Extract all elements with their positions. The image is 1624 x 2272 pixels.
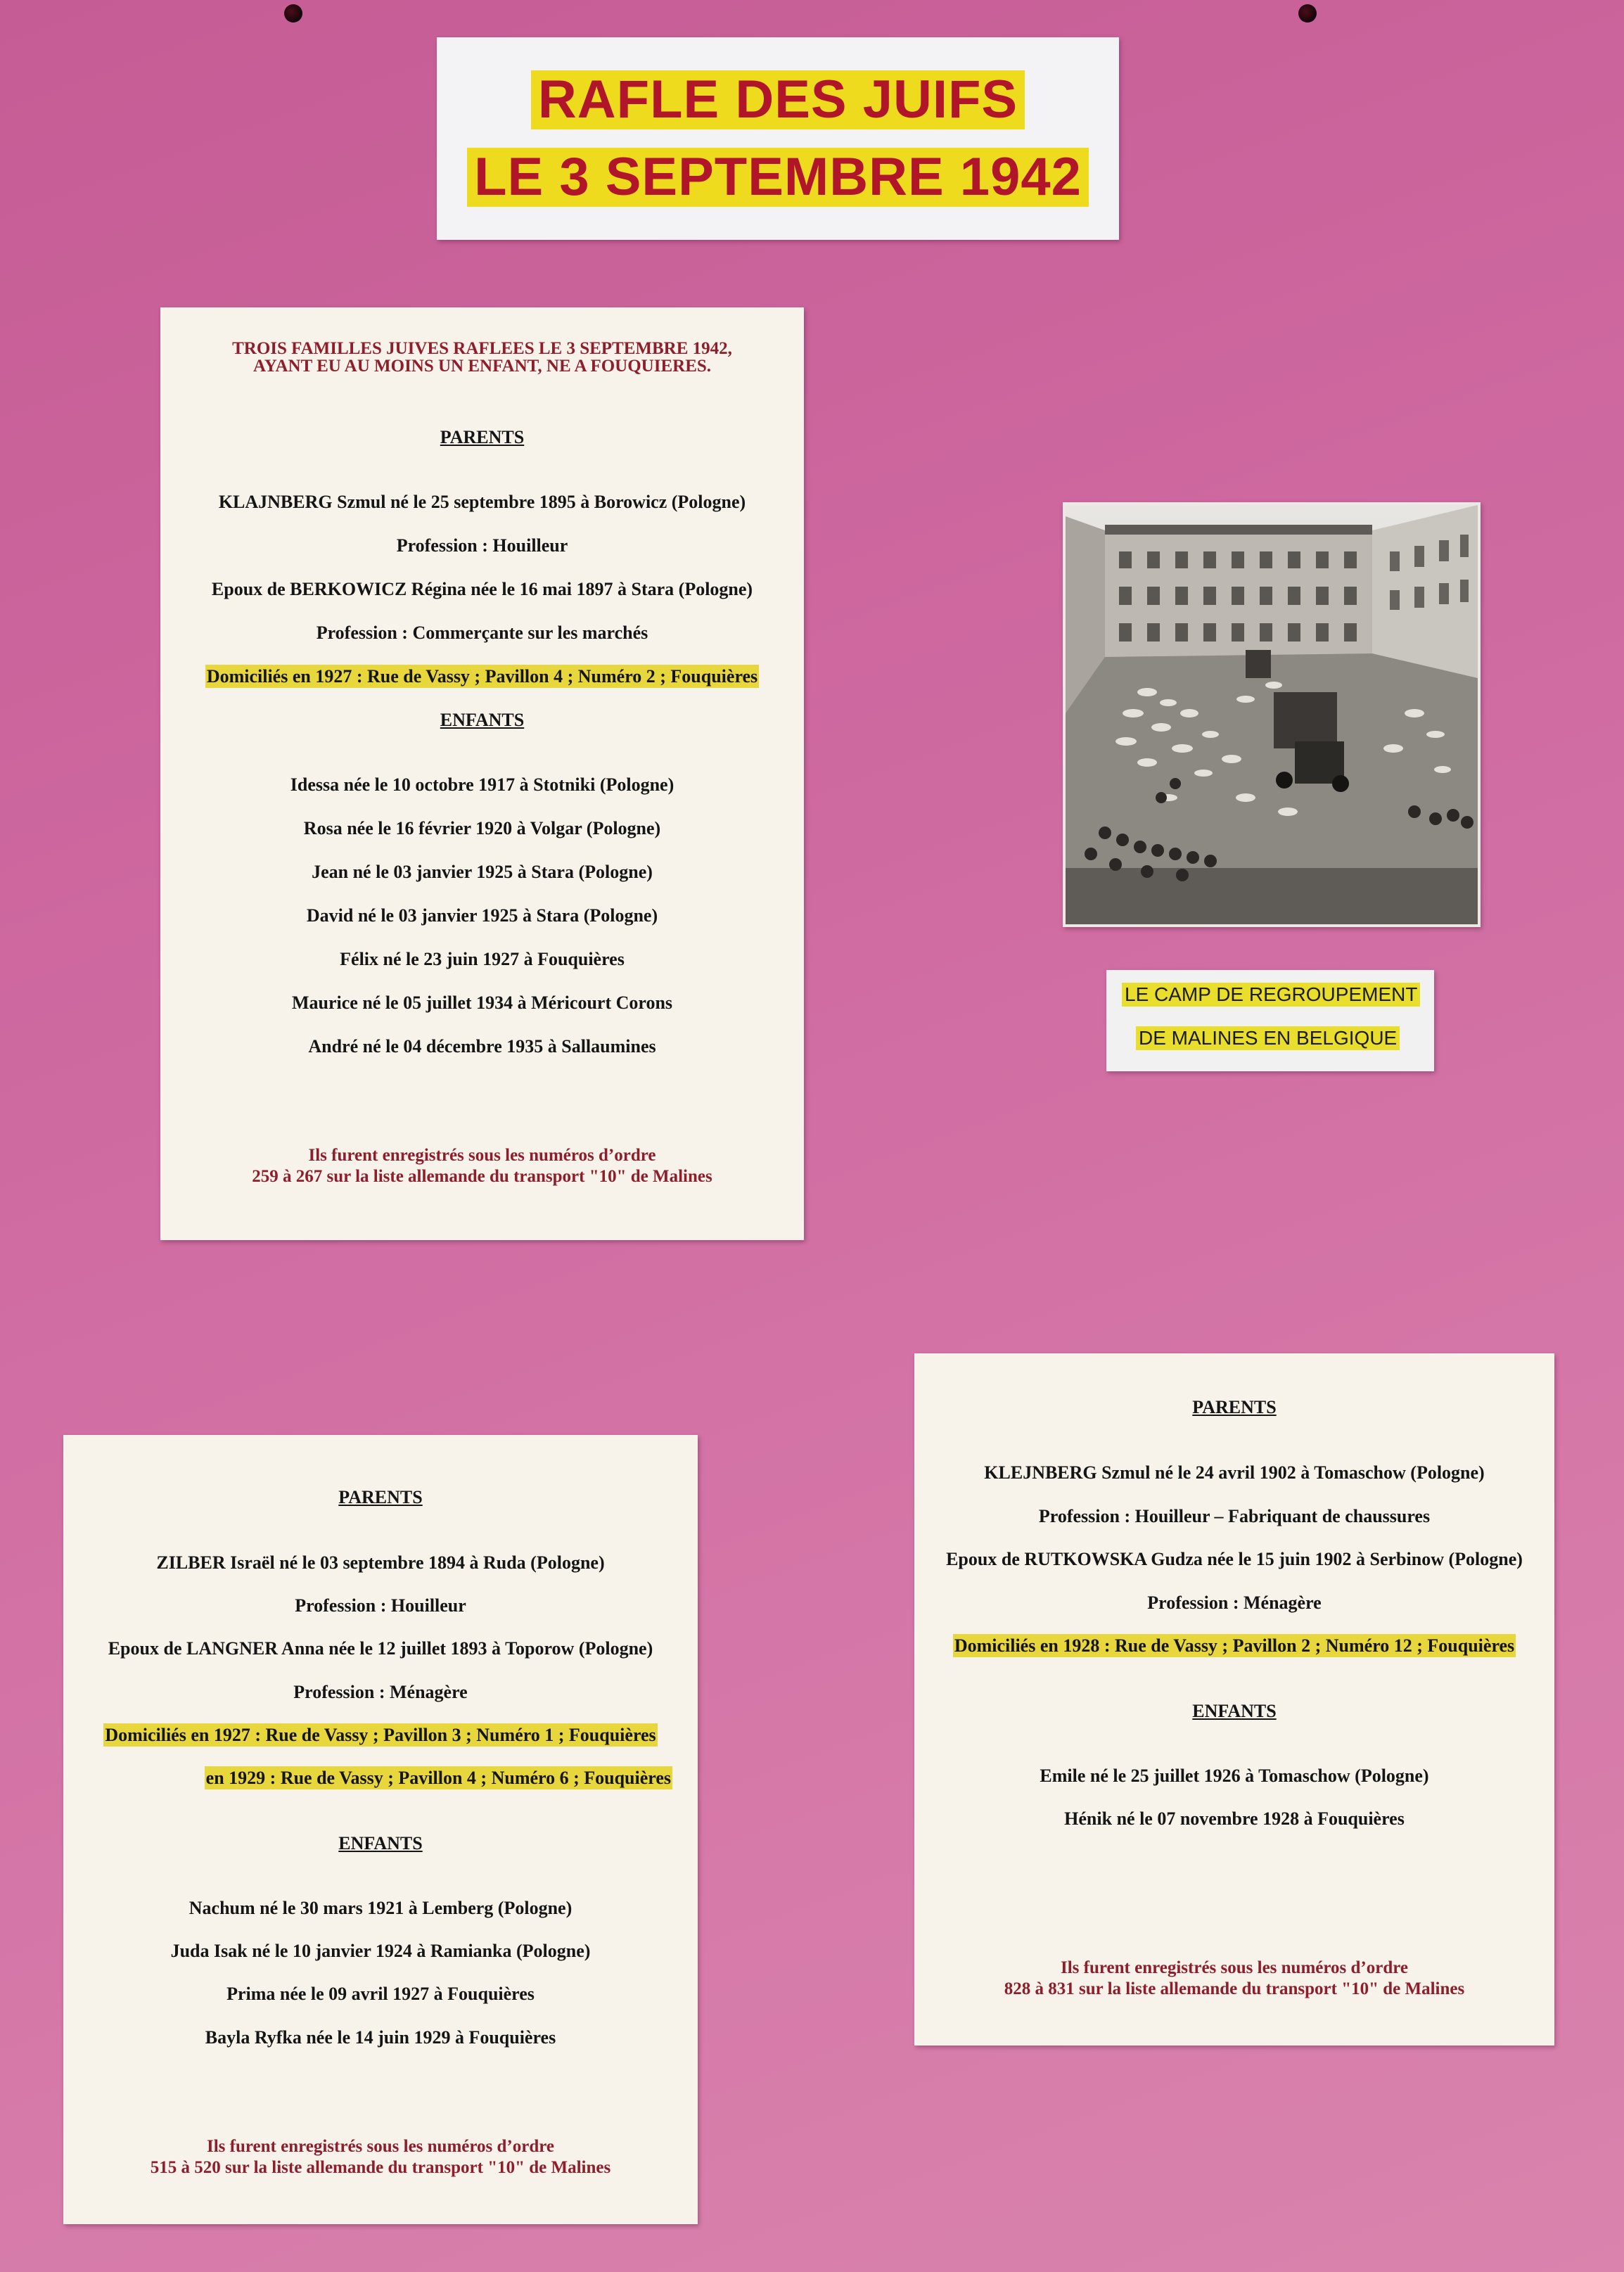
child-line: Rosa née le 16 février 1920 à Volgar (Pologne) [303,818,661,838]
children-heading: ENFANTS [338,1833,423,1853]
parent-line: Epoux de BERKOWICZ Régina née le 16 mai 1897 à Stara (Pologne) [211,579,753,599]
child-line: Prima née le 09 avril 1927 à Fouquières [226,1984,535,2004]
domicile-line [63,1725,698,1746]
parent-line: Profession : Houilleur [295,1595,466,1616]
title-sign [437,37,1119,240]
title-line-2: LE 3 SEPTEMBRE 1942 [467,148,1089,207]
parent-line: Epoux de LANGNER Anna née le 12 juillet 1893 à Toporow (Pologne) [108,1638,653,1659]
child-line: Bayla Ryfka née le 14 juin 1929 à Fouquières [205,2027,556,2048]
pin-left [284,4,302,23]
footer-line-2: 515 à 520 sur la liste allemande du transport "10" de Malines [150,2158,611,2177]
domicile-line [914,1635,1554,1657]
parents-heading: PARENTS [1192,1397,1277,1417]
domicile-line [63,1768,672,1789]
pin-right [1298,4,1317,23]
intro-line-1: TROIS FAMILLES JUIVES RAFLEES LE 3 SEPTEMBRE 1942, [232,339,732,358]
caption-line-1: LE CAMP DE REGROUPEMENT [1122,983,1420,1007]
domicile-highlight: Domiciliés en 1928 : Rue de Vassy ; Pavillon 2 ; Numéro 12 ; Fouquières [954,1635,1515,1656]
parent-line: Profession : Ménagère [1147,1593,1322,1613]
child-line: André né le 04 décembre 1935 à Sallaumines [308,1036,656,1057]
domicile-line [160,666,804,687]
footer-line-2: 259 à 267 sur la liste allemande du transport "10" de Malines [252,1167,712,1186]
child-line: Félix né le 23 juin 1927 à Fouquières [340,949,625,969]
child-line: Juda Isak né le 10 janvier 1924 à Ramianka (Pologne) [170,1941,591,1961]
parent-line: KLEJNBERG Szmul né le 24 avril 1902 à Tomaschow (Pologne) [984,1462,1485,1483]
parents-heading: PARENTS [440,427,525,447]
child-line: Emile né le 25 juillet 1926 à Tomaschow (Pologne) [1040,1766,1429,1786]
caption-line-2: DE MALINES EN BELGIQUE [1136,1026,1400,1050]
sheet-intro [160,340,804,375]
parent-line: Profession : Houilleur [396,535,568,556]
child-line: Maurice né le 05 juillet 1934 à Méricourt Corons [291,993,673,1013]
title-line-1: RAFLE DES JUIFS [531,70,1025,129]
photo-illustration [1063,502,1481,927]
children-heading: ENFANTS [1192,1701,1277,1721]
photo-caption [1106,970,1434,1071]
family-sheet-zilber [63,1435,698,2224]
parent-line: Profession : Houilleur – Fabriquant de chaussures [1038,1506,1431,1526]
intro-line-2: AYANT EU AU MOINS UN ENFANT, NE A FOUQUIERES. [252,357,712,376]
domicile-highlight: Domiciliés en 1927 : Rue de Vassy ; Pavillon 3 ; Numéro 1 ; Fouquières [105,1725,656,1745]
parent-line: Epoux de RUTKOWSKA Gudza née le 15 juin 1902 à Serbinow (Pologne) [946,1549,1523,1569]
parents-heading: PARENTS [338,1487,423,1507]
domicile-highlight: Domiciliés en 1927 : Rue de Vassy ; Pavillon 4 ; Numéro 2 ; Fouquières [206,666,758,687]
child-line: Jean né le 03 janvier 1925 à Stara (Pologne) [312,862,653,882]
footer-line-2: 828 à 831 sur la liste allemande du transport "10" de Malines [1004,1979,1465,1998]
parent-line: Profession : Commerçante sur les marchés [316,623,648,643]
parent-line: KLAJNBERG Szmul né le 25 septembre 1895 à Borowicz (Pologne) [218,492,746,512]
domicile-highlight: en 1929 : Rue de Vassy ; Pavillon 4 ; Numéro 6 ; Fouquières [205,1768,671,1788]
parent-line: ZILBER Israël né le 03 septembre 1894 à Ruda (Pologne) [156,1552,605,1573]
children-heading: ENFANTS [440,710,525,730]
footer-line-1: Ils furent enregistrés sous les numéros d’ordre [1061,1958,1408,1977]
family-sheet-klejnberg [914,1353,1554,2046]
parent-line: Profession : Ménagère [293,1682,468,1702]
child-line: Nachum né le 30 mars 1921 à Lemberg (Pologne) [188,1898,573,1918]
child-line: Idessa née le 10 octobre 1917 à Stotniki (Pologne) [290,774,674,795]
child-line: Hénik né le 07 novembre 1928 à Fouquières [1064,1808,1405,1829]
family-sheet-klajnberg [160,307,804,1240]
malines-camp-photo [1063,502,1481,927]
footer-line-1: Ils furent enregistrés sous les numéros d’ordre [207,2137,554,2156]
child-line: David né le 03 janvier 1925 à Stara (Pologne) [306,905,658,926]
footer-line-1: Ils furent enregistrés sous les numéros d’ordre [308,1146,656,1165]
